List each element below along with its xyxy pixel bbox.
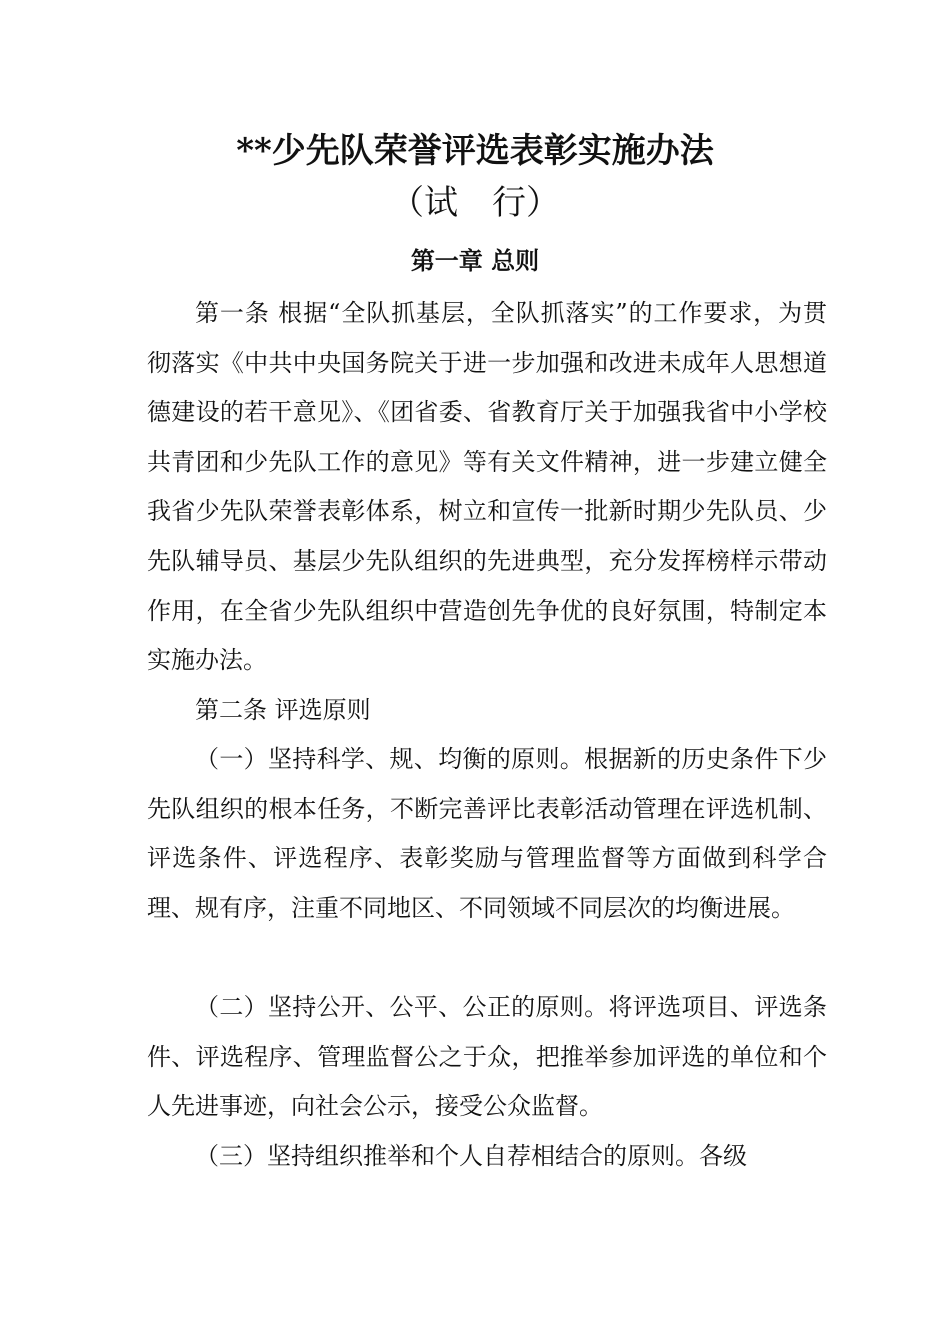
chapter-heading: 第一章 总则: [410, 247, 540, 275]
paragraph-principle-2: （二）坚持公开、公平、公正的原则。将评选项目、评选条件、评选程序、管理监督公之于众，把推举参加评选的单位和个人先进事迹，向社会公示，接受公众监督。: [147, 993, 827, 1121]
document-subtitle: （试 行）: [390, 183, 560, 223]
paragraph-article-1: 第一条 根据“全队抓基层，全队抓落实”的工作要求，为贯彻落实《中共中央国务院关于进一步加强和改进未成年人思想道德建设的若干意见》、《团省委、省教育厅关于加强我省中小学校共青团和少先队工作的意见》等有关文件精神，进一步建立健全我省少先队荣誉表彰体系，树立和宣传一批新时期少先队员、少先队辅导员、基层少先队组织的先进典型，充分发挥榜样示带动作用，在全省少先队组织中营造创先争优的良好氛围，特制定本实施办法。: [147, 299, 827, 675]
paragraph-principle-1: （一）坚持科学、规、均衡的原则。根据新的历史条件下少先队组织的根本任务，不断完善评比表彰活动管理在评选机制、评选条件、评选程序、表彰奖励与管理监督等方面做到科学合理、规有序，注重不同地区、不同领域不同层次的均衡进展。: [147, 745, 827, 922]
document-title: **少先队荣誉评选表彰实施办法: [236, 131, 714, 171]
paragraph-principle-3: （三）坚持组织推举和个人自荐相结合的原则。各级: [195, 1142, 747, 1170]
paragraph-article-2: 第二条 评选原则: [195, 696, 371, 724]
